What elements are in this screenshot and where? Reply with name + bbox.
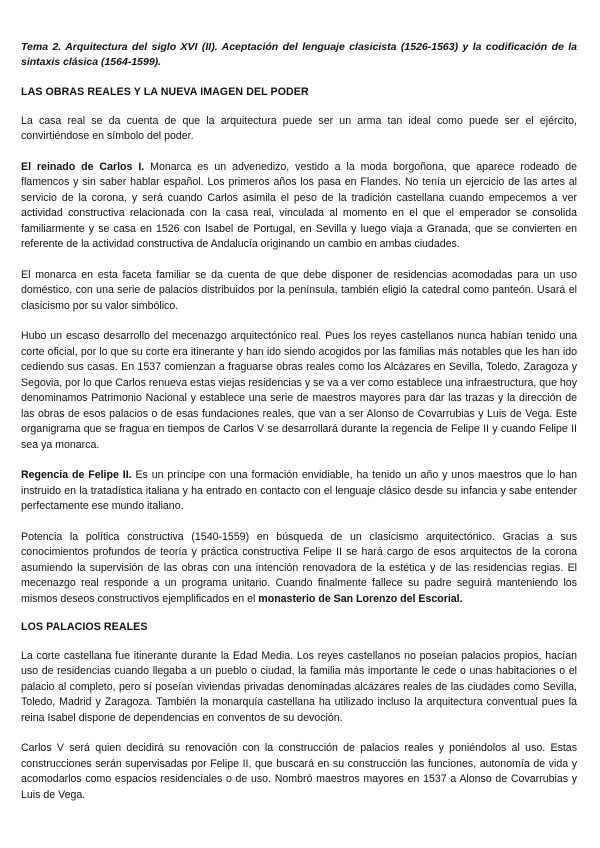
section-heading-obras-reales: LAS OBRAS REALES Y LA NUEVA IMAGEN DEL PODER: [21, 86, 309, 98]
lead-carlos-i: El reinado de Carlos I.: [21, 160, 145, 173]
paragraph-politica-constructiva: [21, 530, 577, 608]
paragraph-felipe-ii: [21, 468, 577, 515]
document-page: [21, 40, 577, 803]
paragraph-corte-itinerante: La corte castellana fue itinerante durante la Edad Media. Los reyes castellanos no poseían palacios propios, hacían uso de residencias cuando llegaba a un pueblo o ciudad, la familia más importante le cede o unas habitaciones o el palacio al completo, pero sí poseían viviendas privadas denominadas alcázares reales de las ciudades como Sevilla, Toledo, Madrid y Zaragoza. También la monarquía castellana ha utilizado incluso la arquitectura conventual pues la reina Isabel dispone de dependencias en conventos de su devoción.: [21, 649, 577, 724]
text-politica: Potencia la política constructiva (1540-1559) en búsqueda de un clasicismo arquitectónico. Gracias a sus conocimientos profundos de teoría y práctica constructiva Felipe II se hará cargo de esos arquitectos de la corona asumiendo la supervisión de las obras con una intención renovadora de la estética y de las residencias regias. El mecenazgo real responde a un programa unitario. Cuando finalmente fallece su padre seguirá manteniendo los mismos deseos constructivos ejemplificados en el: [21, 530, 577, 605]
paragraph-mecenazgo: Hubo un escaso desarrollo del mecenazgo arquitectónico real. Pues los reyes castellanos nunca habían tenido una corte oficial, por lo que su corte era itinerante y han ido siendo acogidos por las familias más notables que les han ido cediendo sus casas. En 1537 comienzan a fraguarse obras reales como los Alcázares en Sevilla, Toledo, Zaragoza y Segovia, por lo que Carlos renueva estas viejas residencias y se va a ver como establece una infraestructura, que hoy denominamos Patrimonio Nacional y establece una serie de maestros mayores para dar las trazas y la dirección de las obras de esos palacios o de esas fundaciones reales, que van a ser Alonso de Covarrubias y Luis de Vega. Este organigrama que se fragua en tiempos de Carlos V se desarrollará durante la regencia de Felipe II y cuando Felipe II sea ya monarca.: [21, 330, 577, 451]
paragraph-faceta-familiar: El monarca en esta faceta familiar se da cuenta de que debe disponer de residencias acomodadas para un uso doméstico, con una serie de palacios distribuidos por la península, también eligió la catedral como panteón. Usará el clasicismo por su valor simbólico.: [21, 268, 577, 312]
bold-escorial: monasterio de San Lorenzo del Escorial.: [258, 592, 463, 605]
text-carlos-i: Monarca es un advenedizo, vestido a la moda borgoñona, que aparece rodeado de flamencos y sin saber hablar español. Los primeros años los pasa en Flandes. No tenía un ejercicio de las artes al servicio de la corona, y será cuando Carlos asimila el peso de la tradición castellana cuando empecemos a ver actividad constructiva relacionada con la casa real, vinculada al momento en el que el emperador se consolida familiarmente y se casa en 1526 con Isabel de Portugal, en Sevilla y luego viaja a Granada, que se convierten en referente de la actividad constructiva de Andalucía originando un cambio en ambas ciudades.: [21, 160, 578, 250]
paragraph-carlos-v: Carlos V será quien decidirá su renovación con la construcción de palacios reales y poniéndolos al uso. Estas construcciones serán supervisadas por Felipe II, que buscará en su construcción las funciones, autonomía de vida y acomodarlos como espacios residenciales o de uso. Nombró maestros mayores en 1537 a Alonso de Covarrubias y Luis de Vega.: [21, 742, 577, 801]
paragraph-intro: La casa real se da cuenta de que la arquitectura puede ser un arma tan ideal como puede ser el ejército, convirtiéndose en símbolo del poder.: [21, 114, 577, 142]
paragraph-carlos-i: [21, 160, 577, 253]
lead-felipe-ii: Regencia de Felipe II.: [21, 469, 132, 481]
document-title: Tema 2. Arquitectura del siglo XVI (II). Aceptación del lenguaje clasicista (1526-1563) y la codificación de la sintaxis clásica (1564-1599).: [21, 41, 577, 68]
section-heading-palacios-reales: LOS PALACIOS REALES: [21, 621, 148, 633]
text-felipe-ii: Es un príncipe con una formación envidiable, ha tenido un año y unos maestros que lo han instruido en la tratadística italiana y ha entrado en contacto con el lenguaje clásico desde su infancia y sabe entender perfectamente ese mundo italiano.: [21, 469, 577, 512]
